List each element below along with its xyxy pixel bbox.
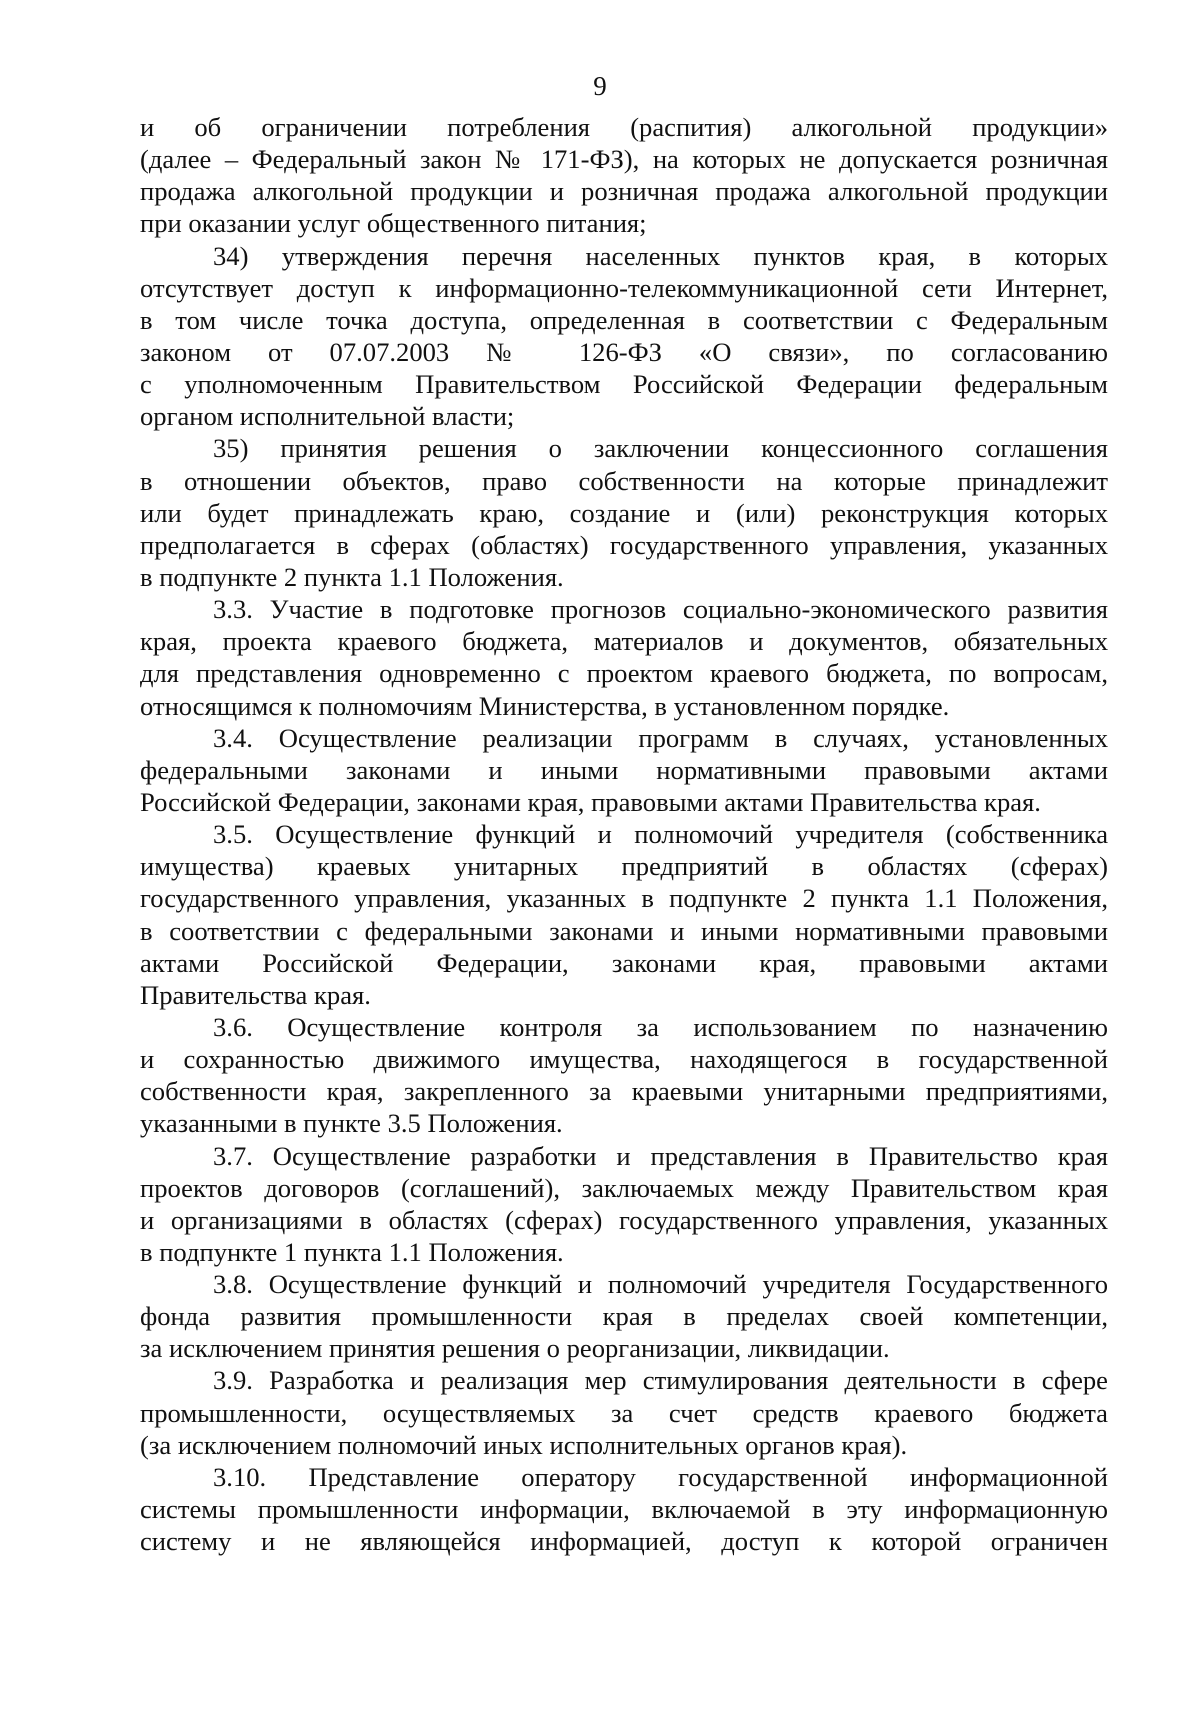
text-line: (далее – Федеральный закон № 171-ФЗ), на которых не допускается розничная	[140, 144, 1108, 175]
text-line: в подпункте 1 пункта 1.1 Положения.	[140, 1236, 564, 1267]
text-line: и организациями в областях (сферах) государственного управления, указанных	[140, 1204, 1108, 1235]
text-line: за исключением принятия решения о реорганизации, ликвидации.	[140, 1333, 890, 1364]
text-line: федеральными законами и иными нормативными правовыми актами	[140, 754, 1108, 785]
text-line: 3.6. Осуществление контроля за использованием по назначению	[213, 1011, 1108, 1042]
text-line: отсутствует доступ к информационно-телекоммуникационной сети Интернет,	[140, 272, 1108, 303]
text-line: 34) утверждения перечня населенных пунктов края, в которых	[213, 240, 1108, 271]
text-line: с уполномоченным Правительством Российской Федерации федеральным	[140, 369, 1108, 400]
text-line: 35) принятия решения о заключении концессионного соглашения	[213, 433, 1108, 464]
text-line: указанными в пункте 3.5 Положения.	[140, 1108, 563, 1139]
text-line: относящимся к полномочиям Министерства, в установленном порядке.	[140, 690, 950, 721]
text-line: края, проекта краевого бюджета, материалов и документов, обязательных	[140, 626, 1108, 657]
text-line: системы промышленности информации, включаемой в эту информационную	[140, 1494, 1108, 1525]
text-line: 3.5. Осуществление функций и полномочий учредителя (собственника	[213, 819, 1108, 850]
text-line: (за исключением полномочий иных исполнительных органов края).	[140, 1429, 908, 1460]
text-line: фонда развития промышленности края в пределах своей компетенции,	[140, 1301, 1108, 1332]
text-line: Российской Федерации, законами края, правовыми актами Правительства края.	[140, 786, 1041, 817]
text-line: или будет принадлежать краю, создание и (или) реконструкция которых	[140, 497, 1108, 528]
text-line: систему и не являющейся информацией, доступ к которой ограничен	[140, 1526, 1108, 1557]
page-number: 9	[593, 71, 607, 101]
text-line: в отношении объектов, право собственности на которые принадлежит	[140, 465, 1108, 496]
text-line: при оказании услуг общественного питания;	[140, 208, 647, 239]
text-line: 3.8. Осуществление функций и полномочий учредителя Государственного	[213, 1269, 1108, 1300]
text-line: в том числе точка доступа, определенная в соответствии с Федеральным	[140, 304, 1108, 335]
text-line: 3.7. Осуществление разработки и представления в Правительство края	[213, 1140, 1108, 1171]
text-line: 3.9. Разработка и реализация мер стимулирования деятельности в сфере	[213, 1365, 1108, 1396]
text-line: проектов договоров (соглашений), заключаемых между Правительством края	[140, 1172, 1108, 1203]
text-line: собственности края, закрепленного за краевыми унитарными предприятиями,	[140, 1076, 1108, 1107]
text-line: имущества) краевых унитарных предприятий в областях (сферах)	[140, 851, 1108, 882]
text-line: органом исполнительной власти;	[140, 401, 515, 432]
text-line: 3.4. Осуществление реализации программ в случаях, установленных	[213, 722, 1108, 753]
text-line: в соответствии с федеральными законами и иными нормативными правовыми	[140, 915, 1108, 946]
text-line: актами Российской Федерации, законами края, правовыми актами	[140, 947, 1108, 978]
text-line: продажа алкогольной продукции и розничная продажа алкогольной продукции	[140, 176, 1108, 207]
text-line: предполагается в сферах (областях) государственного управления, указанных	[140, 529, 1108, 560]
text-line: 3.3. Участие в подготовке прогнозов социально-экономического развития	[213, 594, 1108, 625]
text-line: законом от 07.07.2003 № 126-ФЗ «О связи», по согласованию	[140, 336, 1108, 367]
document-body	[140, 111, 1108, 1557]
text-line: в подпункте 2 пункта 1.1 Положения.	[140, 561, 564, 592]
text-line: и об ограничении потребления (распития) алкогольной продукции»	[140, 112, 1108, 142]
text-line: промышленности, осуществляемых за счет средств краевого бюджета	[140, 1397, 1108, 1428]
text-line: 3.10. Представление оператору государственной информационной	[213, 1461, 1108, 1492]
text-line: государственного управления, указанных в подпункте 2 пункта 1.1 Положения,	[140, 883, 1108, 914]
text-line: для представления одновременно с проектом краевого бюджета, по вопросам,	[140, 658, 1108, 689]
text-line: Правительства края.	[140, 979, 371, 1010]
text-line: и сохранностью движимого имущества, находящегося в государственной	[140, 1044, 1108, 1075]
